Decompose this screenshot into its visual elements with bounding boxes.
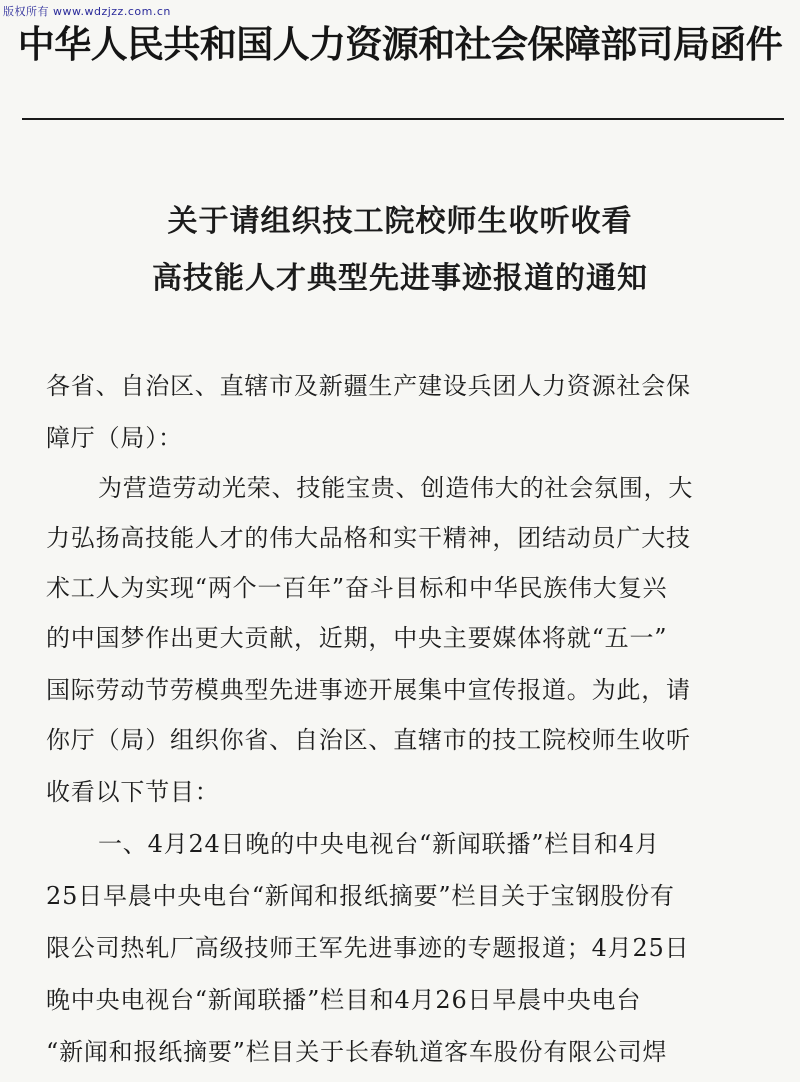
watermark-text: 版权所有 www.wdzjzz.com.cn	[3, 5, 171, 18]
body-line: 为营造劳动光荣、技能宝贵、创造伟大的社会氛围，大	[98, 474, 694, 502]
body-line: 各省、自治区、直辖市及新疆生产建设兵团人力资源社会保	[46, 372, 691, 400]
body-line: 收看以下节目：	[46, 778, 220, 806]
body-line: 限公司热轧厂高级技师王军先进事迹的专题报道；4月25日	[46, 934, 690, 962]
body-line: 障厅（局）：	[46, 424, 183, 452]
body-line: 晚中央电视台“新闻联播”栏目和4月26日早晨中央电台	[46, 986, 642, 1014]
body-line: 术工人为实现“两个一百年”奋斗目标和中华民族伟大复兴	[46, 574, 668, 602]
body-line: 的中国梦作出更大贡献，近期，中央主要媒体将就“五一”	[46, 624, 668, 652]
document-title-line-1: 关于请组织技工院校师生收听收看	[167, 204, 633, 239]
body-line: 国际劳动节劳模典型先进事迹开展集中宣传报道。为此，请	[46, 676, 691, 704]
letterhead-divider	[22, 118, 784, 120]
body-line: 你厅（局）组织你省、自治区、直辖市的技工院校师生收听	[46, 726, 691, 754]
letterhead-title: 中华人民共和国人力资源和社会保障部司局函件	[17, 22, 783, 66]
body-line: “新闻和报纸摘要”栏目关于长春轨道客车股份有限公司焊	[46, 1038, 668, 1066]
body-line: 25日早晨中央电台“新闻和报纸摘要”栏目关于宝钢股份有	[46, 882, 675, 910]
document-title-line-2: 高技能人才典型先进事迹报道的通知	[152, 261, 648, 296]
body-line: 一、4月24日晚的中央电视台“新闻联播”栏目和4月	[98, 830, 660, 858]
body-line: 力弘扬高技能人才的伟大品格和实干精神，团结动员广大技	[46, 524, 691, 552]
